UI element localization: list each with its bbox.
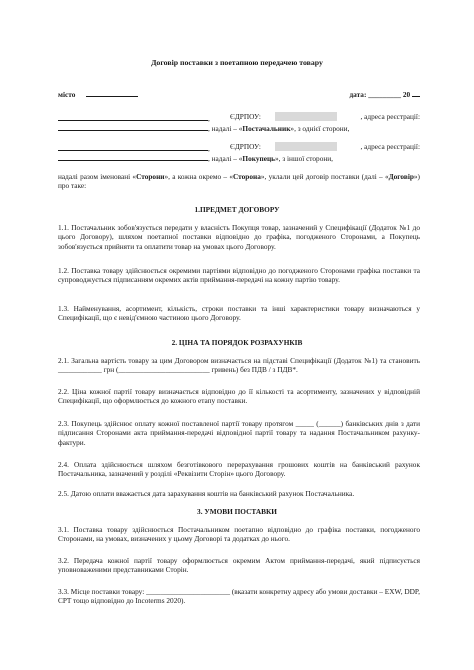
buyer-address-label: , адреса реєстрації:: [360, 142, 420, 151]
section-heading-2: 2. ЦІНА ТА ПОРЯДОК РОЗРАХУНКІВ: [171, 338, 303, 347]
date-blank: _________: [368, 90, 402, 99]
document-title: Договір поставки з поетапною передачею товару: [151, 58, 323, 67]
section-heading-1: 1.ПРЕДМЕТ ДОГОВОРУ: [194, 205, 280, 214]
clause-1-3: 1.3. Найменування, асортимент, кількість, строки поставки та інші характеристики товару визначаються у Специфікації, що є невід'ємною частиною цього Договору.: [58, 304, 420, 323]
buyer-address-blank: [58, 152, 208, 161]
buyer-name-blank: [58, 142, 208, 151]
year-blank: [412, 88, 420, 97]
clause-1-2: 1.2. Поставка товару здійснюється окремими партіями відповідно до погодженого Сторонами графіка поставки та супроводжується підписанням окремих актів приймання-передачі на кожну партію товару.: [58, 266, 420, 285]
buyer-role: Покупець: [242, 154, 276, 163]
clause-3-1: 3.1. Поставка товару здійснюється Постачальником поетапно відповідно до графіка поставки, погодженого Сторонами, на умовах, визначених у цьому Договорі та додатках до нього.: [58, 525, 420, 544]
buyer-edrpou-redacted: [275, 142, 337, 151]
supplier-edrpou-redacted: [275, 112, 337, 121]
clause-3-3: 3.3. Місце поставки товару: _______________________ (вказати конкретну адресу або умови доставки – EXW, DDP, CPT тощо відповідно до Incoterms 2020).: [58, 587, 420, 606]
clause-2-4: 2.4. Оплата здійснюється шляхом безготівкового перерахування грошових коштів на банківський рахунок Постачальника, зазначений у розділі «Реквізити Сторін» цього Договору.: [58, 460, 420, 479]
clause-1-1: 1.1. Постачальник зобов'язується передати у власність Покупця товар, зазначений у Специфікації (Додаток №1 до цього Договору), шляхом поетапної поставки відповідно до графіка, погодженого Сторонами, а Покупець зобов'язується прийняти та оплатити товар на умовах цього Договору.: [58, 223, 420, 251]
supplier-address-blank: [58, 122, 208, 131]
clause-3-2: 3.2. Передача кожної партії товару оформлюється окремим Актом приймання-передачі, який підписується уповноваженими представниками Сторін.: [58, 556, 420, 575]
clause-2-3: 2.3. Покупець здійснює оплату кожної поставленої партії товару протягом _____ (______) банківських днів з дати підписання Сторонами акта приймання-передачі відповідної партії товару та надання Постачальником рахунку-фактури.: [58, 419, 420, 447]
buyer-edrpou-label: ЄДРПОУ:: [230, 142, 261, 151]
supplier-address-label: , адреса реєстрації:: [360, 112, 420, 121]
city-date-row: [58, 88, 420, 98]
supplier-edrpou-label: ЄДРПОУ:: [230, 112, 261, 121]
date-label: дата:: [349, 90, 367, 99]
party-buyer: , ЄДРПОУ: , адреса реєстрації: , надалі – «Покупець», з іншої сторони,: [58, 142, 420, 162]
supplier-role: Постачальник: [242, 124, 291, 133]
clause-2-2: 2.2. Ціна кожної партії товару визначається відповідно до її кількості та асортименту, зазначених у відповідній Специфікації, що оформлюється до кожного етапу поставки.: [58, 387, 420, 406]
year-text: 20: [402, 90, 411, 99]
intro-paragraph: надалі разом іменовані «Сторони», а кожна окремо – «Сторона», уклали цей договір поставки (далі – «Договір») про таке:: [58, 172, 420, 191]
city-label: місто: [58, 90, 76, 99]
clause-2-5: 2.5. Датою оплати вважається дата зарахування коштів на банківський рахунок Постачальника.: [58, 489, 355, 498]
supplier-name-blank: [58, 112, 208, 121]
clause-2-1: 2.1. Загальна вартість товару за цим Договором визначається на підставі Специфікації (Додаток №1) та становить ____________ грн (_________________________ гривень) без ПДВ / з ПДВ*.: [58, 356, 420, 375]
party-supplier: , ЄДРПОУ: , адреса реєстрації: , надалі – «Постачальник», з однієї сторони,: [58, 112, 420, 132]
city-blank: [86, 88, 138, 97]
section-heading-3: 3. УМОВИ ПОСТАВКИ: [197, 507, 277, 516]
date-group: [349, 88, 420, 99]
